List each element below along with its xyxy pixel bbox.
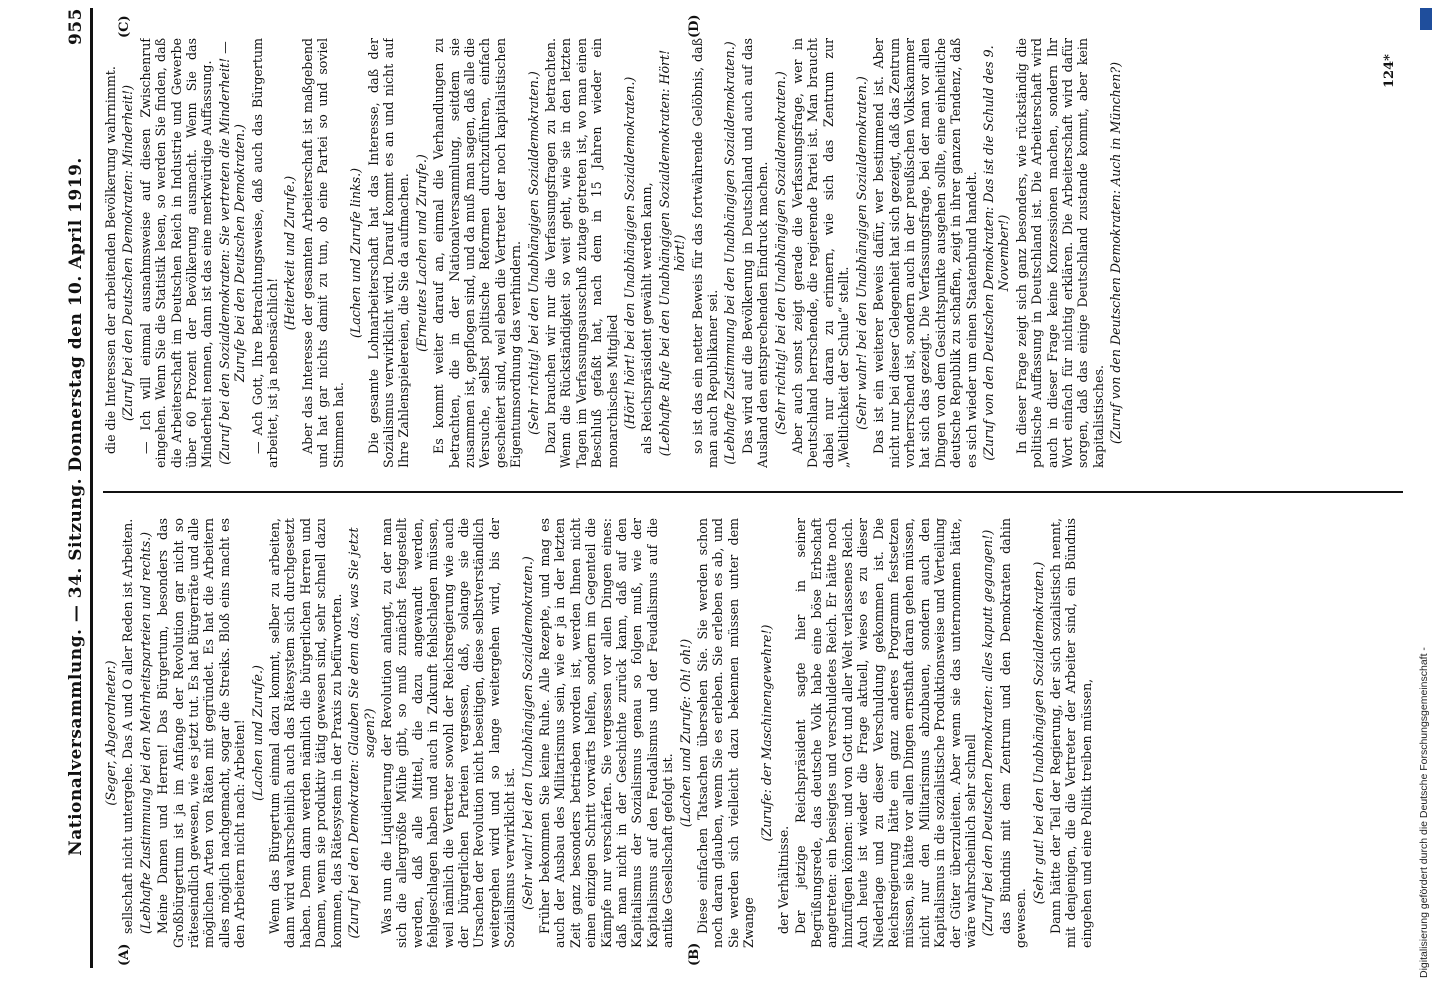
paragraph: — Ich will einmal ausnahmsweise auf diesen Zwischenruf eingehen. Wenn Sie die Statistik lesen, so werden Sie finden, daß die Arbeiterschaft im Deutschen Reich in Industrie und Gewerbe über 60 Prozent der Bevölkerung ausmacht. Wenn Sie das Minderheit nennen, dann ist das eine merkwürdige Auffassung. — [137, 38, 215, 468]
paragraph: (Sehr wahr! bei den Unabhängigen Sozialdemokraten.) — [519, 556, 535, 910]
paragraph: (Sehr richtig! bei den Unabhängigen Sozialdemokraten.) — [525, 71, 541, 435]
paragraph: (Zuruf bei den Sozialdemokraten: Sie vertreten die Minderheit! — Zurufe bei den Deutschen Demokraten.) — [216, 41, 248, 465]
paragraph: Diese einfachen Tatsachen übersehen Sie. Sie werden schon noch daran glauben, wenn Sie es erleben. Sie erleben es ab, und Sie werden sich vielleicht dazu bekennen müssen unter dem Zwange — [695, 518, 757, 948]
column-divider — [103, 491, 1403, 493]
paragraph: der Verhältnisse. — [776, 825, 792, 934]
paragraph: (Erneutes Lachen und Zurufe.) — [413, 154, 429, 352]
signature-mark: 124* — [1382, 54, 1397, 88]
right-column — [103, 38, 1403, 468]
paragraph: (Lebhafte Zustimmung bei den Mehrheitsparteien und rechts.) — [137, 532, 153, 935]
paragraph: die die Interessen der arbeitenden Bevölkerung wahrnimmt. — [103, 66, 118, 454]
margin-letter-b: (B) — [687, 942, 702, 966]
paragraph: Es kommt weiter darauf an, einmal die Verhandlungen zu betrachten, die in der Nationalversammlung, seitdem sie zusammen ist, gepflogen sind, und da muß man sagen, daß alle die Versuche, selbst politische Reformen durchzuführen, einfach gescheitert sind, weil eben die Vertreter der noch kapitalistischen Eigentumsordnung das verhindern. — [431, 38, 524, 468]
paragraph: (Zuruf bei den Demokraten: Glauben Sie denn das, was Sie jetzt sagen?) — [346, 527, 377, 939]
page-header — [47, 8, 93, 968]
dfg-logo — [1420, 8, 1432, 30]
paragraph: (Zuruf bei den Deutschen Demokraten: alles kaputt gegangen!) — [980, 529, 996, 937]
paragraph: (Lachen und Zurufe links.) — [348, 167, 364, 339]
running-head: Nationalversammlung. — 34. Sitzung. Donnerstag den 10. April 1919. — [66, 157, 86, 856]
left-column — [103, 518, 1403, 948]
digitization-sidebar — [1414, 0, 1434, 1000]
paragraph: (Lebhafte Zustimmung bei den Unabhängigen Sozialdemokraten.) — [722, 41, 738, 465]
paragraph: Wenn das Bürgertum einmal dazu kommt, selber zu arbeiten, dann wird wahrscheinlich auch das Rätesystem sich durchgesetzt haben. Denn dann werden nämlich die bürgerlichen Herren und Damen, wenn sie produktiv tätig gewesen sind, sehr schnell dazu kommen, das Rätesystem in der Praxis zu befürworten. — [267, 518, 344, 948]
paragraph: (Lachen und Zurufe: Oh! oh!) — [677, 638, 693, 828]
paragraph: (Sehr gut! bei den Unabhängigen Sozialdemokraten.) — [1030, 561, 1046, 905]
paragraph: Das ist ein weiterer Beweis dafür, wer bestimmend ist. Aber nicht nur bei dieser Gelegenheit hat sich gezeigt, daß das Zentrum vorherrschend ist, sondern auch in der preußischen Volkskammer hat sich das gezeigt. Die Verfassungsfrage, bei der man vor allen Dingen von dem Gesichtspunkte ausgehen sollte, eine einheitliche deutsche Republik zu schaffen, zeigt in ihrer ganzen Tendenz, daß es sich wieder um einen Staatenbund handelt. — [871, 38, 979, 468]
paragraph: so ist das ein netter Beweis für das fortwährende Gelöbnis, daß man auch Republikaner sei. — [689, 38, 721, 468]
margin-letter-a: (A) — [117, 943, 132, 966]
paragraph: (Sehr richtig! bei den Unabhängigen Sozialdemokraten.) — [772, 71, 788, 435]
paragraph: Meine Damen und Herren! Das Bürgertum, besonders das Großbürgertum ist ja im Anfange der Revolution gar nicht so räteseindlich gewesen, wie es jetzt tut. Es hat Bürgerräte und alle möglichen Arten von Räten mit gegründet. Es hat die Arbeitern alles möglich nachgemacht, sogar die Streiks. Bloß eins macht es den Arbeitern nicht nach: Arbeiten! — [155, 518, 248, 948]
paragraph: (Heiterkeit und Zurufe.) — [282, 175, 298, 331]
paragraph: (Lebhafte Rufe bei den Unabhängigen Sozialdemokraten: Hört! hört!) — [656, 49, 688, 457]
paragraph: Die gesamte Lohnarbeiterschaft hat das Interesse, daß der Sozialismus verwirklicht wird. Darauf kommt es an und nicht auf Ihre Zahlenspielereien, die Sie da aufmachen. — [365, 38, 412, 468]
paragraph: (Zurufe: der Maschinengewehre!) — [758, 624, 774, 842]
paragraph: Dann hätte der Teil der Regierung, der sich sozialistisch nennt, mit denjenigen, die die Vertreter der Arbeiter sind, ein Bündnis eingehen und eine Politik treiben müssen, — [1047, 518, 1094, 948]
paragraph: (Zuruf von den Deutschen Demokraten: Das ist die Schuld des 9. November!) — [980, 45, 1012, 461]
paragraph: sellschaft nicht untergehe. Das A und O aller Reden ist Arbeiten. — [120, 518, 136, 934]
paragraph: als Reichspräsident gewählt werden kann, — [639, 182, 655, 454]
paragraph: Aber das Interesse der gesamten Arbeiterschaft ist maßgebend und hat gar nichts damit zu tun, ob eine Partei so und soviel Stimmen hat. — [299, 38, 346, 468]
paragraph: Früher bekommen Sie keine Ruhe. Alle Rezepte, und mag es auch der Ausbau des Militarismus sein, wie er ja in der letzten Zeit ganz besonders betrieben worden ist, werden Ihnen nicht einen einzigen Schritt vorwärts helfen, sondern im Gegenteil die Kämpfe nur verschärfen. Sie vergessen vor allen Dingen eines: daß man nicht in der Geschichte zurück kann, daß auf den Kapitalismus der Sozialismus genau so folgen muß, wie der Kapitalismus auf den Feudalismus und der Feudalismus auf die antike Gesellschaft gefolgt ist. — [536, 518, 676, 948]
paragraph: Das wird auf die Bevölkerung in Deutschland und auch auf das Ausland den entsprechenden Eindruck machen. — [739, 38, 771, 468]
paragraph: das Bündnis mit dem Zentrum und den Demokraten dahin gewesen. — [997, 518, 1029, 948]
paragraph: In dieser Frage zeigt sich ganz besonders, wie rückständig die politische Auffassung in Deutschland ist. Die Arbeiterschaft wird auch in dieser Frage keine Konzessionen machen, sondern Ihr Wort einfach für nichtig erklären. Die Arbeiterschaft wird dafür sorgen, daß das einige Deutschland zustande kommt, aber kein kapitalistisches. — [1013, 38, 1106, 468]
margin-letter-c: (C) — [117, 15, 132, 38]
paragraph: (Zuruf bei den Deutschen Demokraten: Minderheit!) — [120, 85, 136, 421]
rotated-page — [47, 8, 1412, 968]
page-body — [47, 8, 1412, 968]
paragraph: Was nun die Liquidierung der Revolution anlangt, zu der man sich die allergrößte Mühe gibt, so muß zunächst festgestellt werden, daß alle Mittel, die dazu angewandt werden, fehlgeschlagen haben und auch in Zukunft fehlschlagen müssen, weil nämlich die Vertreter sowohl der Reichsregierung wie auch der bürgerlichen Parteien vergessen, daß, solange sie die Ursachen der Revolution nicht beseitigen, diese selbstverständlich weitergehen wird und so lange weitergehen wird, bis der Sozialismus verwirklicht ist. — [378, 518, 518, 948]
margin-letter-d: (D) — [687, 14, 702, 38]
paragraph: Der jetzige Reichspräsident sagte hier in seiner Begrüßungsrede, das deutsche Volk habe eine böse Erbschaft angetreten: ein besiegtes und verschuldetes Reich. Er hätte noch hinzufügen können: und von Gott und aller Welt verlassenes Reich. Auch heute ist wieder die Frage aktuell, wieso es zu dieser Niederlage und zu dieser Verschuldung gekommen ist. Die Reichsregierung hätte ein ganz anderes Programm festsetzen müssen, sie hätte vor allen Dingen ernsthaft daran gehen müssen, nicht nur den Militarismus abzubauen, sondern auch den Kapitalismus in die sozialistische Produktionsweise und Verteilung der Güter überzuleiten. Aber wenn sie das unternommen hätte, wäre wahrscheinlich sehr schnell — [793, 518, 978, 948]
paragraph: — Ach Gott, Ihre Betrachtungsweise, daß auch das Bürgertum arbeitet, ist ja nebensächlich! — [249, 38, 281, 468]
paragraph: Aber auch sonst zeigt gerade die Verfassungsfrage, wer in Deutschland herrschende, die regierende Partei ist. Man braucht dabei nur daran zu erinnern, wie sich das Zentrum zur „Weltlichkeit der Schule“ stellt. — [790, 38, 852, 468]
page-number: 955 — [66, 8, 86, 45]
paragraph: Dazu brauchen wir nur die Verfassungsfragen zu betrachten. Wenn die Rückständigkeit so weit geht, wie sie in den letzten Tagen im Verfassungsausschuß zutage getreten ist, wo man einen Beschluß gefaßt hat, nach dem in 15 Jahren wieder ein monarchisches Mitglied — [542, 38, 620, 468]
paragraph: (Sehr wahr! bei den Unabhängigen Sozialdemokraten.) — [853, 76, 869, 430]
paragraph: (Lachen und Zurufe.) — [249, 665, 265, 801]
paragraph: (Zuruf von den Deutschen Demokraten: Auch in München?) — [1108, 61, 1124, 445]
paragraph: (Hört! hört! bei den Unabhängigen Sozialdemokraten.) — [622, 76, 637, 430]
paragraph: (Seger, Abgeordneter.) — [103, 660, 118, 806]
digitization-credit: Digitalisierung gefördert durch die Deutsche Forschungsgemeinschaft - — [1418, 647, 1430, 978]
